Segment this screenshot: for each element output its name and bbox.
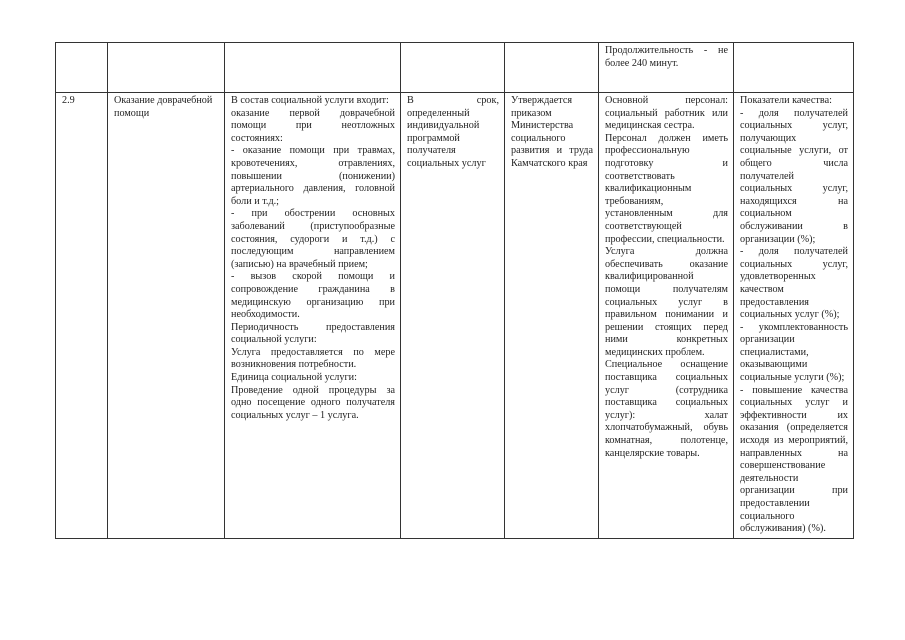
condition-line: Основной персонал: социальный работник или медицинская сестра.	[605, 95, 728, 132]
content-line: В состав социальной услуги входит:	[231, 95, 389, 106]
condition-line: Специальное оснащение поставщика социальных услуг (сотрудника поставщика социальных услуг): халат хлопчатобумажный, обувь комнатная, полотенце, канцелярские товары.	[605, 359, 728, 459]
cell-prev-deadline	[401, 43, 505, 93]
content-line: Единица социальной услуги:	[231, 372, 357, 384]
service-name-cell	[108, 93, 225, 539]
cell-prev-tariff	[505, 43, 599, 93]
condition-line: Персонал должен иметь профессиональную подготовку и соответствовать квалификационным требованиям, установленным для соответствующей профессии, специальности.	[605, 132, 728, 245]
row-number	[56, 93, 108, 539]
duration-note: Продолжительность - не более 240 минут.	[605, 45, 728, 69]
services-table	[55, 42, 854, 539]
content-line: - оказание помощи при травмах, кровотечениях, отравлениях, повышении (понижении) артериального давления, головной боли и т.д.;	[231, 145, 395, 207]
content-line: Услуга предоставляется по мере возникновения потребности.	[231, 346, 395, 371]
indicator-line: - доля получателей социальных услуг, удовлетворенных качеством предоставления социальных услуг (%);	[740, 246, 848, 321]
cell-prev-indicators	[734, 43, 854, 93]
indicator-line: - повышение качества социальных услуг и эффективности их оказания (определяется исходя из мероприятий, направленных на совершенствование деятельности организации при предоставлении социального обслуживания) (%).	[740, 384, 848, 535]
table-row-2-9	[56, 93, 854, 539]
conditions-cell	[599, 93, 734, 539]
content-line: оказание первой доврачебной помощи при неотложных состояниях:	[231, 107, 395, 144]
service-name: Оказание доврачебной помощи	[114, 95, 213, 119]
deadline-cell	[401, 93, 505, 539]
cell-prev-number	[56, 43, 108, 93]
indicator-line: Показатели качества:	[740, 95, 832, 106]
content-line: Проведение одной процедуры за одно посещение одного получателя социальных услуг – 1 услуга.	[231, 384, 395, 421]
row-number-text: 2.9	[62, 95, 75, 106]
content-line: - вызов скорой помощи и сопровождение гражданина в медицинскую организацию при необходимости.	[231, 271, 395, 321]
content-line: Периодичность предоставления социальной услуги:	[231, 321, 395, 346]
indicator-line: - укомплектованность организации специалистами, оказывающими социальные услуги (%);	[740, 321, 848, 384]
tariff-text: Утверждается приказом Министерства социального развития и труда Камчатского края	[511, 95, 593, 169]
tariff-cell	[505, 93, 599, 539]
condition-line: Услуга должна обеспечивать оказание квалифицированной помощи получателям социальных услуг в правильном понимании и решении стоящих перед ними конкретных медицинских проблем.	[605, 246, 728, 358]
indicators-cell	[734, 93, 854, 539]
cell-prev-content	[225, 43, 401, 93]
cell-prev-name	[108, 43, 225, 93]
indicator-line: - доля получателей социальных услуг, получающих социальные услуги, от общего числа получателей социальных услуг, находящихся на социальном обслуживании в организации (%);	[740, 107, 848, 245]
deadline-text: В срок, определенный индивидуальной программой получателя социальных услуг	[407, 95, 499, 169]
service-content-cell	[225, 93, 401, 539]
content-line: - при обострении основных заболеваний (приступообразные состояния, судороги и т.д.) с последующим направлением (записью) на врачебный прием;	[231, 208, 395, 270]
table-row-previous	[56, 43, 854, 93]
cell-prev-conditions	[599, 43, 734, 93]
